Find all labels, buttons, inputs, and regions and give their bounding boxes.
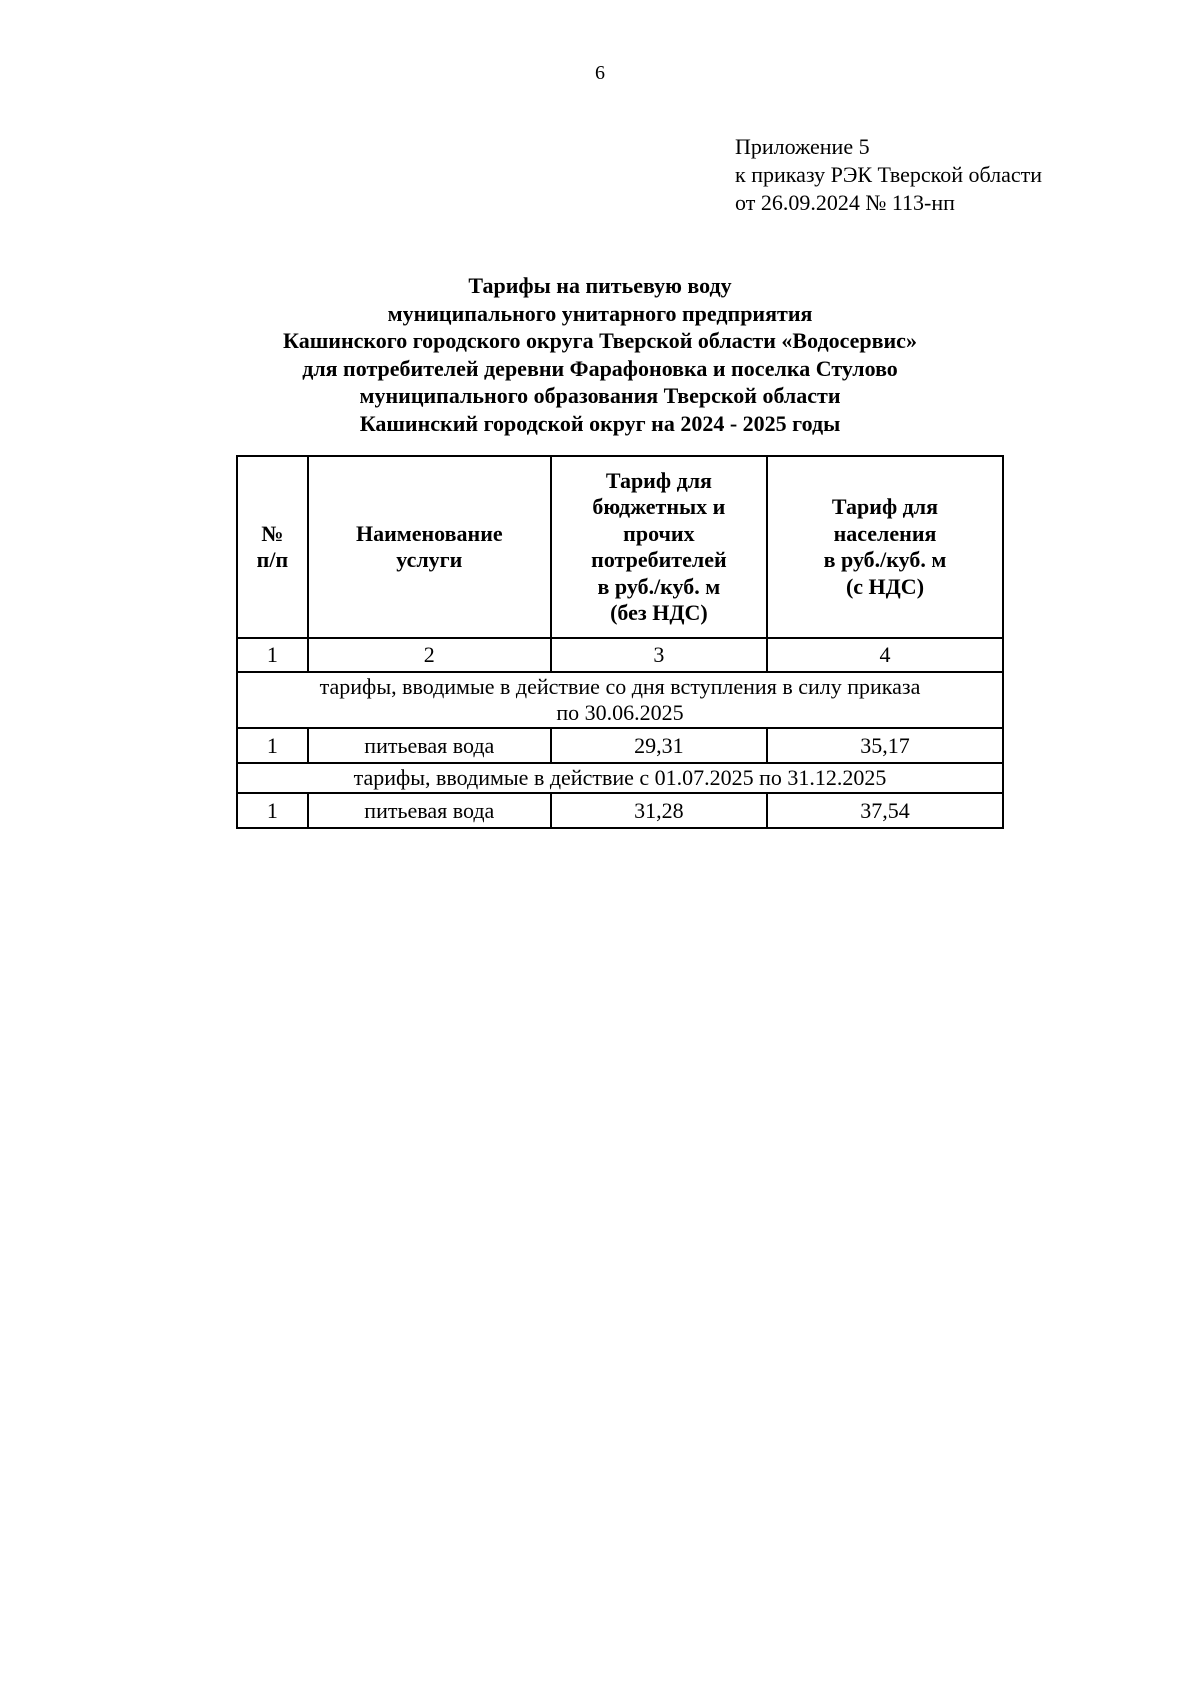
header-text: (без НДС): [610, 600, 708, 625]
header-budget-tariff: [551, 456, 767, 638]
appendix-line-3: от 26.09.2024 № 113-нп: [735, 190, 955, 215]
column-number: 4: [767, 638, 1003, 672]
header-num: [237, 456, 308, 638]
header-text: населения: [833, 520, 937, 546]
appendix-reference: [735, 133, 1042, 217]
header-text: №: [261, 520, 284, 546]
title-line: муниципального образования Тверской области: [359, 383, 841, 408]
row-service: питьевая вода: [308, 793, 551, 828]
column-number: 2: [308, 638, 551, 672]
header-text: п/п: [256, 547, 289, 572]
header-text: прочих: [623, 520, 695, 546]
header-service-name: [308, 456, 551, 638]
header-text: бюджетных и: [592, 494, 726, 519]
header-text: услуги: [396, 547, 463, 572]
column-number-row: [237, 638, 1003, 672]
row-num: 1: [237, 793, 308, 828]
appendix-line-2: к приказу РЭК Тверской области: [735, 162, 1043, 187]
section-title: [237, 672, 1003, 728]
header-text: (с НДС): [845, 573, 925, 599]
header-text: Тариф для: [831, 494, 939, 519]
table-row: [237, 793, 1003, 828]
row-num: 1: [237, 728, 308, 763]
document-title: [0, 272, 1200, 437]
section-title-row: [237, 763, 1003, 793]
page-number: 6: [595, 62, 605, 84]
row-budget-tariff: 31,28: [551, 793, 767, 828]
row-service: питьевая вода: [308, 728, 551, 763]
title-line: Кашинский городской округ на 2024 - 2025 годы: [359, 410, 841, 436]
column-number: 3: [551, 638, 767, 672]
header-text: в руб./куб. м: [597, 573, 721, 599]
header-text: в руб./куб. м: [823, 547, 947, 572]
table-row: [237, 728, 1003, 763]
title-line: Кашинского городского округа Тверской области «Водосервис»: [283, 328, 917, 353]
section-title-line: тарифы, вводимые в действие с 01.07.2025 по 31.12.2025: [353, 765, 887, 790]
section-title-line: тарифы, вводимые в действие со дня вступления в силу приказа: [319, 674, 921, 699]
title-line: муниципального унитарного предприятия: [387, 300, 813, 326]
row-population-tariff: 37,54: [767, 793, 1003, 828]
section-title-row: [237, 672, 1003, 728]
column-number: 1: [237, 638, 308, 672]
row-population-tariff: 35,17: [767, 728, 1003, 763]
section-title-line: по 30.06.2025: [556, 700, 684, 725]
header-text: Наименование: [355, 520, 503, 546]
row-budget-tariff: 29,31: [551, 728, 767, 763]
title-line: Тарифы на питьевую воду: [468, 273, 732, 298]
header-text: потребителей: [591, 547, 727, 572]
header-population-tariff: [767, 456, 1003, 638]
section-title: [237, 763, 1003, 793]
appendix-line-1: Приложение 5: [735, 134, 870, 159]
header-text: Тариф для: [605, 467, 712, 493]
tariff-table: [236, 455, 1004, 829]
table-header-row: [237, 456, 1003, 638]
title-line: для потребителей деревни Фарафоновка и поселка Стулово: [302, 355, 898, 381]
